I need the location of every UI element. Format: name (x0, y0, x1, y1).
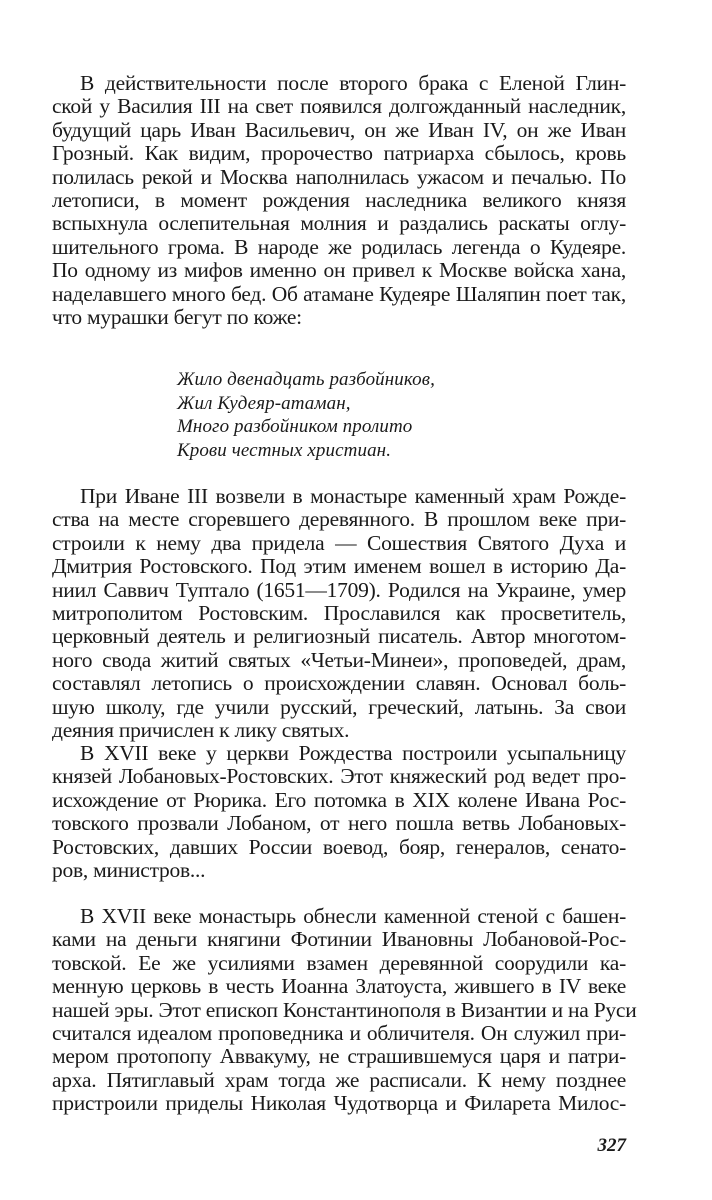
text-line: полилась рекой и Москва наполнилась ужасом и печалью. По (52, 164, 626, 189)
paragraph-1 (52, 72, 626, 329)
text-line: ской у Василия III на свет появился долгожданный наследник, (52, 94, 626, 119)
text-line: что мурашки бегут по коже: (52, 304, 302, 329)
text-line: В действительности после второго брака с Еленой Глин- (80, 71, 626, 95)
text-line: составлял летопись о происхождении славян. Основал боль- (52, 671, 626, 696)
text-line: Грозный. Как видим, пророчество патриарха сбылось, кровь (52, 141, 626, 166)
text-line: Ростовских, давших России воевод, бояр, генералов, сенато- (52, 834, 626, 859)
text-line: ниил Саввич Туптало (1651—1709). Родился на Украине, умер (52, 577, 626, 602)
poem-quote (177, 368, 617, 462)
text-line: В XVII веке у церкви Рождества построили усыпальницу (80, 741, 626, 765)
poem-line: Жил Кудеяр-атаман, (177, 392, 351, 414)
paragraph-3 (52, 742, 626, 882)
text-line: Дмитрия Ростовского. Под этим именем вошел в историю Да- (52, 554, 626, 579)
poem-line: Крови честных христиан. (177, 439, 392, 461)
text-line: князей Лобановых-Ростовских. Этот княжеский род ведет про- (52, 764, 626, 789)
text-line: наделавшего много бед. Об атамане Кудеяре Шаляпин поет так, (52, 281, 626, 306)
text-line: исхождение от Рюрика. Его потомка в XIX колене Ивана Рос- (52, 787, 626, 812)
text-line: товской. Ее же усилиями взамен деревянной соорудили ка- (52, 950, 626, 975)
text-line: В XVII веке монастырь обнесли каменной стеной с башен- (80, 904, 626, 928)
poem-line: Жило двенадцать разбойников, (177, 369, 435, 390)
paragraph-4 (52, 904, 637, 1116)
text-line: церковный деятель и религиозный писатель. Автор многотом- (52, 624, 626, 649)
text-line: ства на месте сгоревшего деревянного. В прошлом веке при- (52, 507, 626, 532)
text-line: ного свода житий святых «Четьи-Минеи», проповедей, драм, (52, 647, 626, 672)
page-number: 327 (597, 1135, 626, 1156)
paragraph-2 (52, 485, 626, 742)
text-line: шую школу, где учили русский, греческий, латынь. За свои (52, 694, 626, 719)
text-line: нашей эры. Этот епископ Константинополя в Византии и на Руси (52, 997, 637, 1022)
text-line: ками на деньги княгини Фотинии Ивановны Лобановой-Рос- (52, 927, 626, 952)
text-line: летописи, в момент рождения наследника великого князя (52, 187, 626, 212)
text-line: менную церковь в честь Иоанна Златоуста, жившего в IV веке (52, 974, 626, 999)
text-line: При Иване III возвели в монастыре каменный храм Рожде- (80, 484, 626, 508)
text-line: будущий царь Иван Васильевич, он же Иван IV, он же Иван (52, 117, 626, 142)
text-line: товского прозвали Лобаном, от него пошла ветвь Лобановых- (52, 811, 626, 836)
poem-line: Много разбойником пролито (177, 416, 413, 438)
text-line: митрополитом Ростовским. Прославился как просветитель, (52, 600, 626, 625)
text-line: шительного грома. В народе же родилась легенда о Кудеяре. (52, 234, 626, 259)
text-line: ров, министров... (52, 857, 206, 882)
text-line: деяния причислен к лику святых. (52, 717, 350, 742)
text-line: мером протопопу Аввакуму, не страшившемуся царя и патри- (52, 1044, 626, 1069)
text-line: считался идеалом проповедника и обличителя. Он служил при- (52, 1020, 626, 1045)
text-line: По одному из мифов именно он привел к Москве войска хана, (52, 258, 626, 283)
text-line: строили к нему два придела — Сошествия Святого Духа и (52, 530, 626, 555)
text-line: пристроили приделы Николая Чудотворца и Филарета Милос- (52, 1091, 626, 1116)
text-line: вспыхнула ослепительная молния и раздались раскаты оглу- (52, 211, 626, 236)
text-line: арха. Пятиглавый храм тогда же расписали. К нему позднее (52, 1067, 626, 1092)
